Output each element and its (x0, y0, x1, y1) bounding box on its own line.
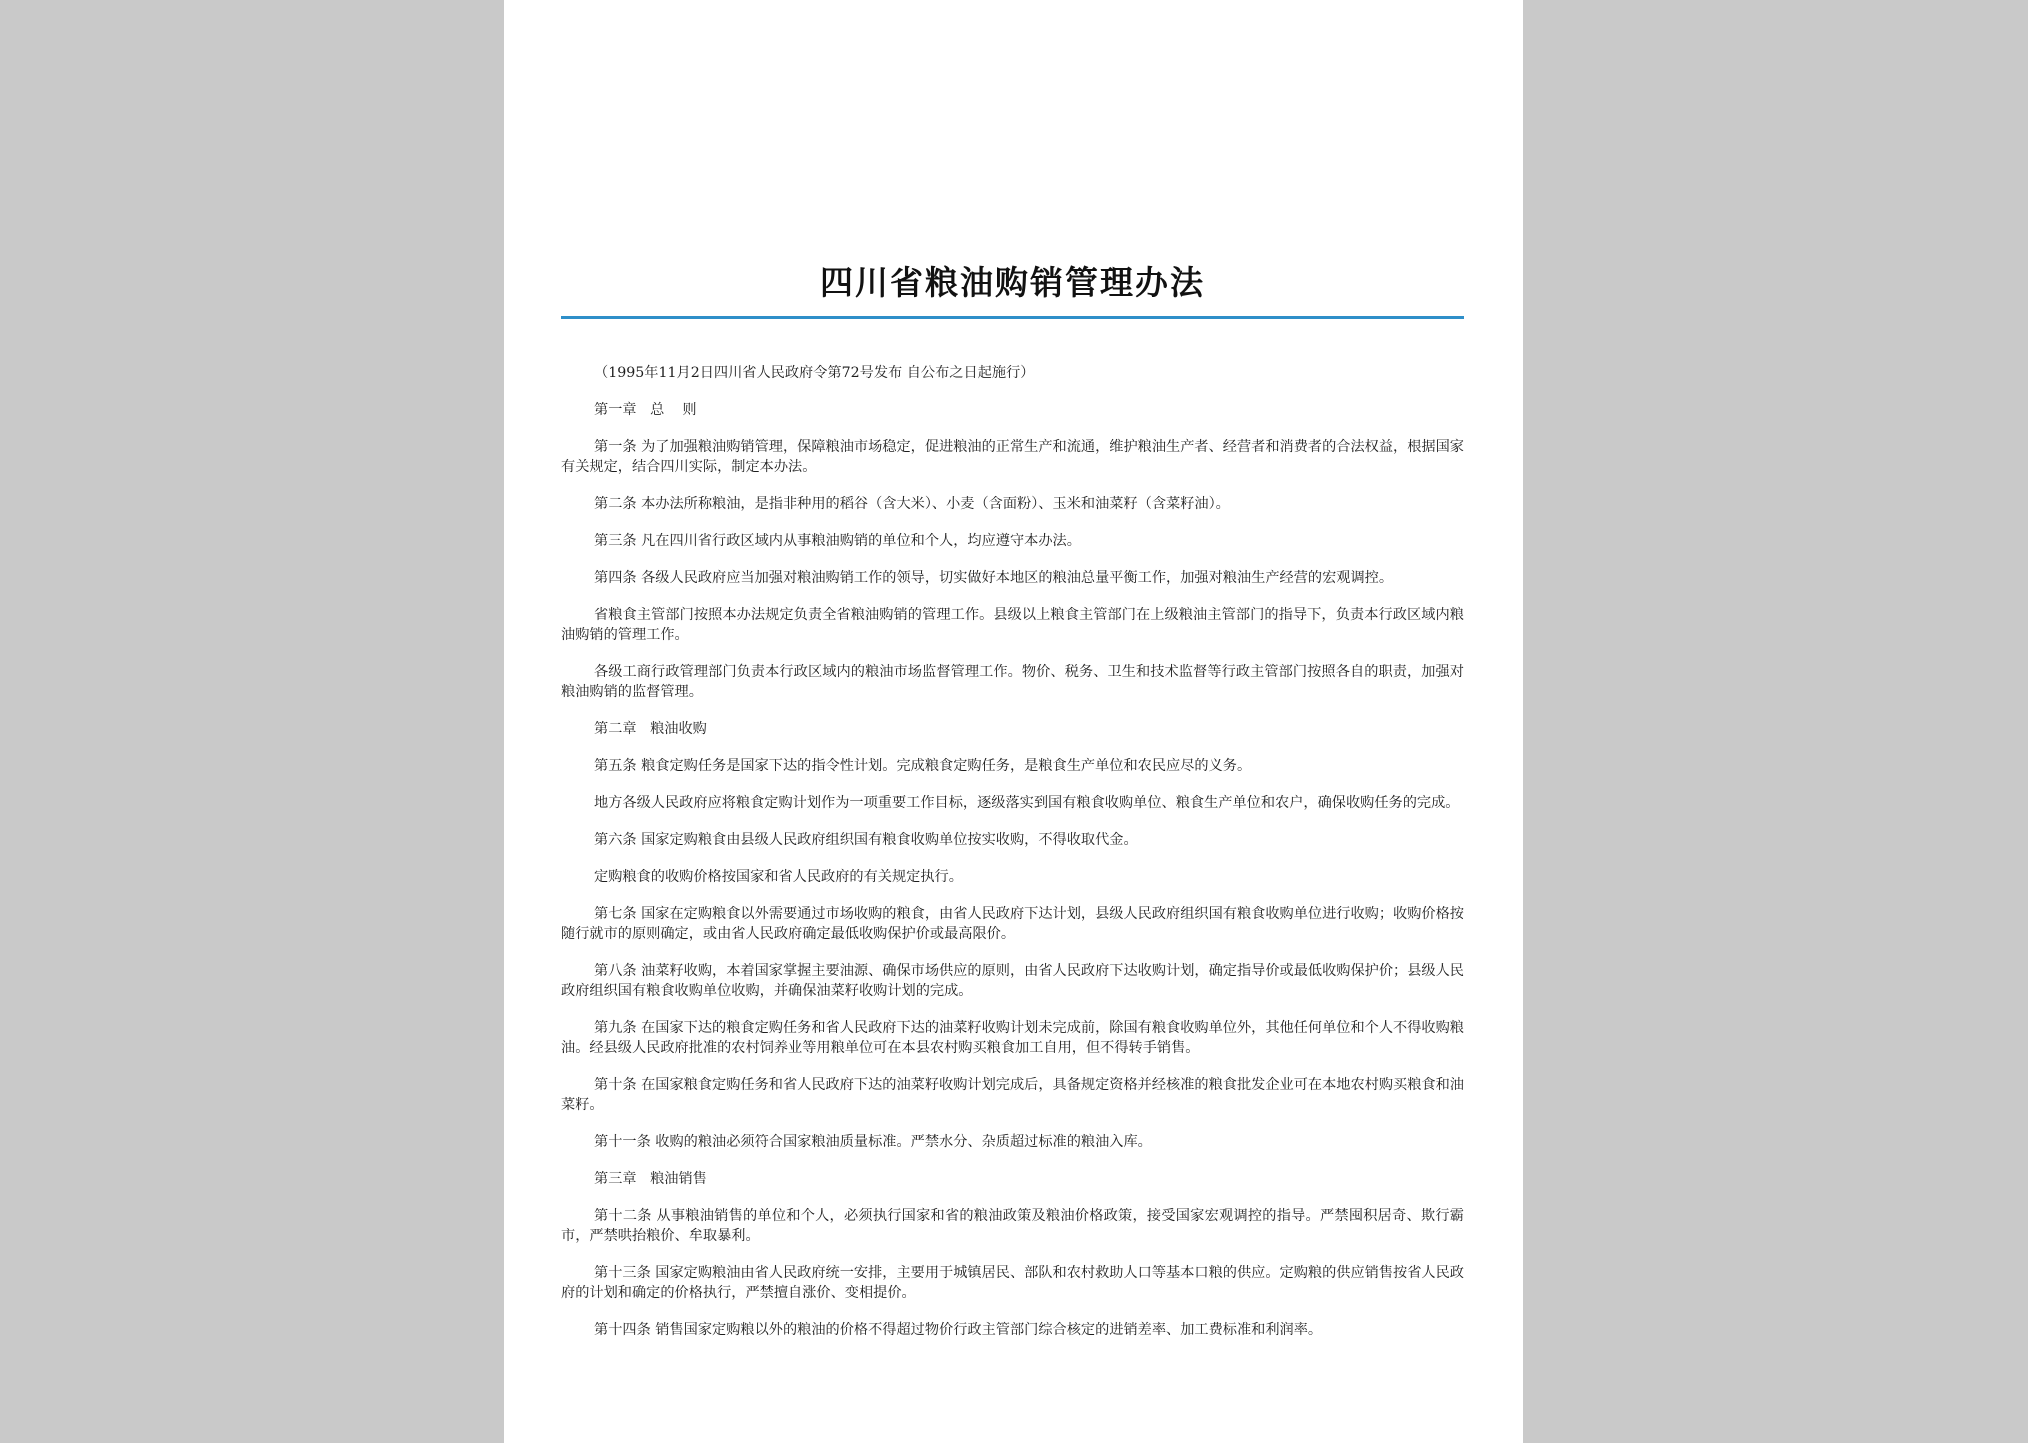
document-body (561, 363, 1464, 1340)
chapter-heading: 第三章 粮油销售 (594, 1171, 707, 1187)
article-paragraph: 第二条 本办法所称粮油，是指非种用的稻谷（含大米）、小麦（含面粉）、玉米和油菜籽（含菜籽油）。 (594, 496, 1230, 512)
article-paragraph: 定购粮食的收购价格按国家和省人民政府的有关规定执行。 (594, 869, 963, 885)
title-divider (561, 316, 1464, 319)
article-paragraph: 第七条 国家在定购粮食以外需要通过市场收购的粮食，由省人民政府下达计划，县级人民政府组织国有粮食收购单位进行收购；收购价格按随行就市的原则确定，或由省人民政府确定最低收购保护价或最高限价。 (561, 906, 1464, 942)
article-paragraph: 省粮食主管部门按照本办法规定负责全省粮油购销的管理工作。县级以上粮食主管部门在上级粮油主管部门的指导下，负责本行政区域内粮油购销的管理工作。 (561, 607, 1464, 643)
chapter-heading: 第二章 粮油收购 (594, 721, 707, 737)
article-paragraph: 各级工商行政管理部门负责本行政区域内的粮油市场监督管理工作。物价、税务、卫生和技术监督等行政主管部门按照各自的职责，加强对粮油购销的监督管理。 (561, 664, 1464, 700)
article-paragraph: 第六条 国家定购粮食由县级人民政府组织国有粮食收购单位按实收购，不得收取代金。 (594, 832, 1138, 848)
article-paragraph: 第十四条 销售国家定购粮以外的粮油的价格不得超过物价行政主管部门综合核定的进销差率、加工费标准和利润率。 (594, 1322, 1323, 1338)
document-page (504, 0, 1523, 1443)
article-paragraph: 第五条 粮食定购任务是国家下达的指令性计划。完成粮食定购任务，是粮食生产单位和农民应尽的义务。 (594, 758, 1252, 774)
article-paragraph: 第十三条 国家定购粮油由省人民政府统一安排，主要用于城镇居民、部队和农村救助人口等基本口粮的供应。定购粮的供应销售按省人民政府的计划和确定的价格执行，严禁擅自涨价、变相提价。 (561, 1265, 1464, 1301)
chapter-heading: 第一章 总 则 (594, 402, 697, 418)
document-title: 四川省粮油购销管理办法 (820, 263, 1205, 302)
article-paragraph: 第一条 为了加强粮油购销管理，保障粮油市场稳定，促进粮油的正常生产和流通，维护粮油生产者、经营者和消费者的合法权益，根据国家有关规定，结合四川实际，制定本办法。 (561, 439, 1464, 475)
article-paragraph: 第十条 在国家粮食定购任务和省人民政府下达的油菜籽收购计划完成后，具备规定资格并经核准的粮食批发企业可在本地农村购买粮食和油菜籽。 (561, 1077, 1464, 1113)
article-paragraph: 第四条 各级人民政府应当加强对粮油购销工作的领导，切实做好本地区的粮油总量平衡工作，加强对粮油生产经营的宏观调控。 (594, 570, 1394, 586)
article-paragraph: 第十一条 收购的粮油必须符合国家粮油质量标准。严禁水分、杂质超过标准的粮油入库。 (594, 1134, 1152, 1150)
release-note: （1995年11月2日四川省人民政府令第72号发布 自公布之日起施行） (594, 365, 1035, 381)
article-paragraph: 第八条 油菜籽收购，本着国家掌握主要油源、确保市场供应的原则，由省人民政府下达收购计划，确定指导价或最低收购保护价；县级人民政府组织国有粮食收购单位收购，并确保油菜籽收购计划的完成。 (561, 963, 1464, 999)
article-paragraph: 第九条 在国家下达的粮食定购任务和省人民政府下达的油菜籽收购计划未完成前，除国有粮食收购单位外，其他任何单位和个人不得收购粮油。经县级人民政府批准的农村饲养业等用粮单位可在本县农村购买粮食加工自用，但不得转手销售。 (561, 1020, 1464, 1056)
article-paragraph: 第三条 凡在四川省行政区域内从事粮油购销的单位和个人，均应遵守本办法。 (594, 533, 1081, 549)
article-paragraph: 地方各级人民政府应将粮食定购计划作为一项重要工作目标，逐级落实到国有粮食收购单位、粮食生产单位和农户，确保收购任务的完成。 (594, 795, 1460, 811)
article-paragraph: 第十二条 从事粮油销售的单位和个人，必须执行国家和省的粮油政策及粮油价格政策，接受国家宏观调控的指导。严禁囤积居奇、欺行霸市，严禁哄抬粮价、牟取暴利。 (561, 1208, 1464, 1244)
